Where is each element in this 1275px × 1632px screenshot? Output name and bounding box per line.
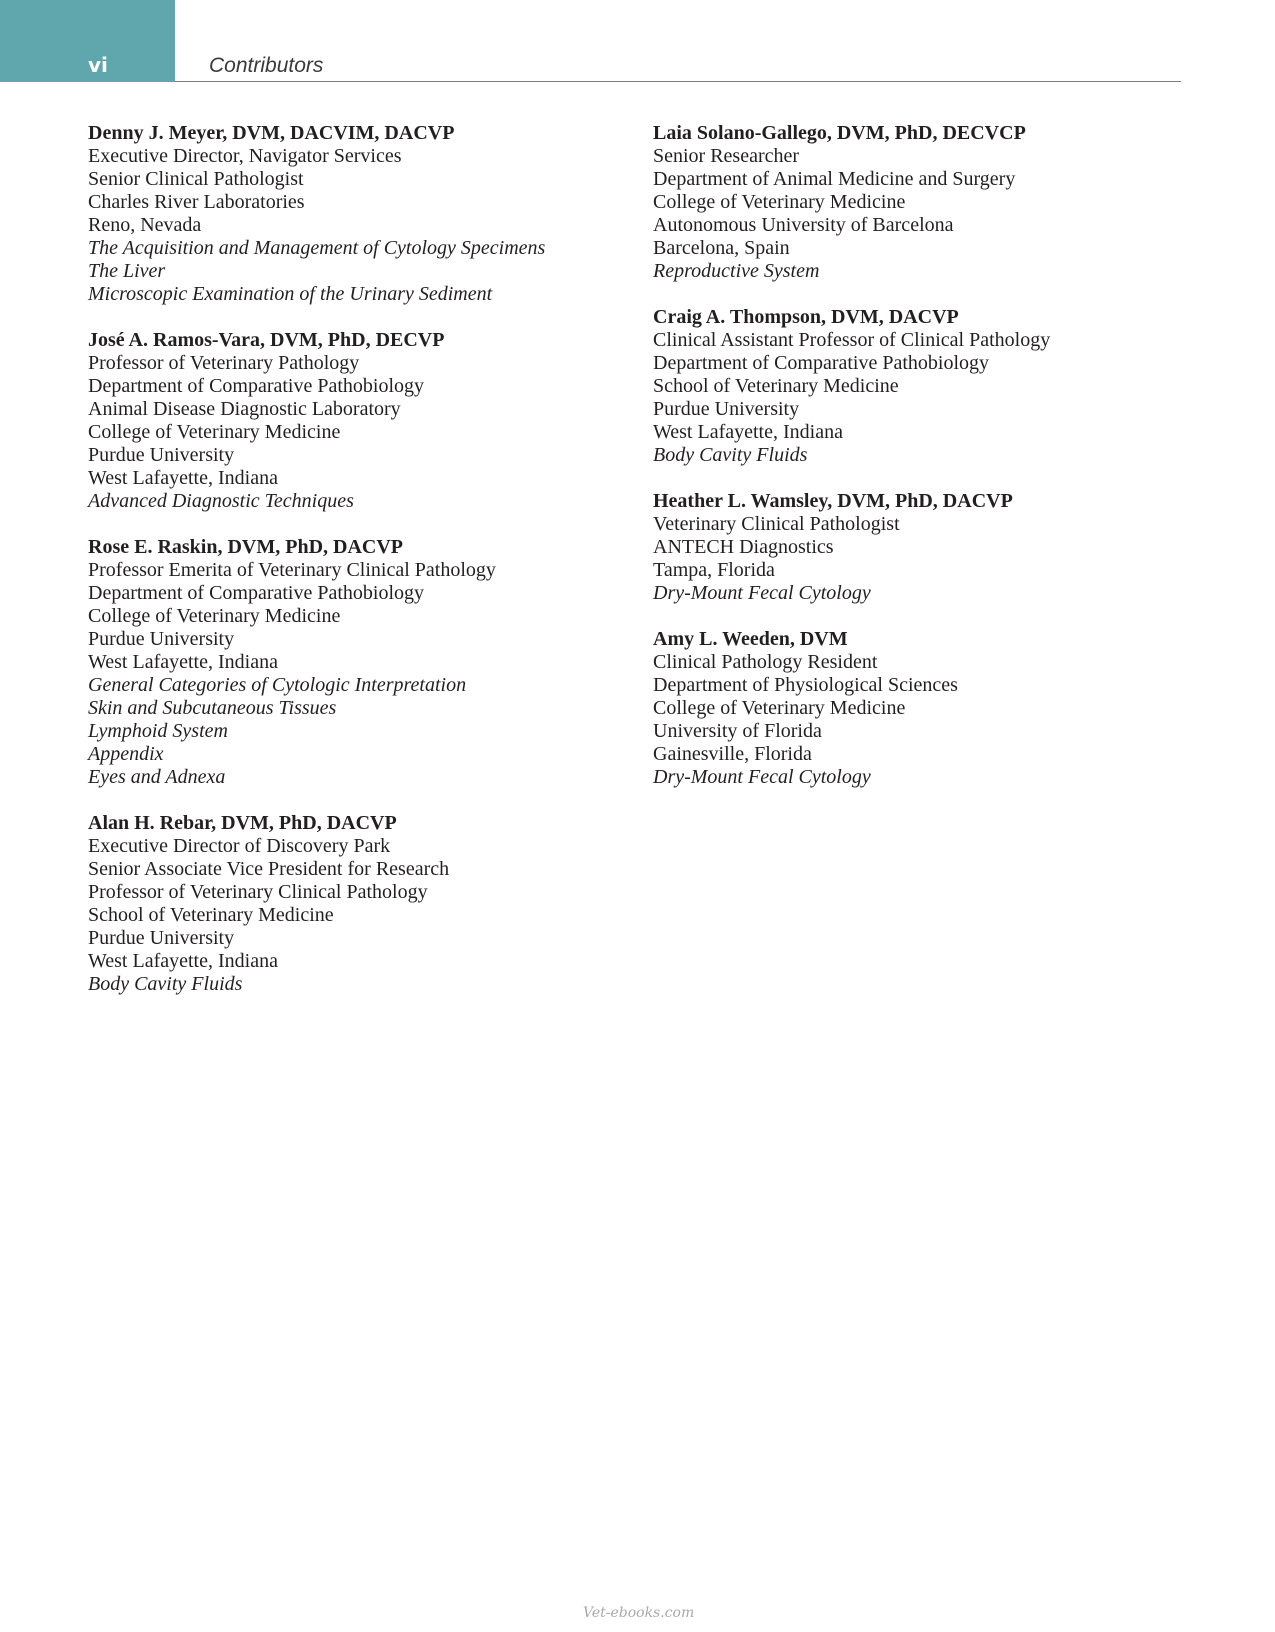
contributor-affiliation-line: School of Veterinary Medicine — [653, 375, 899, 397]
contributor-affiliation-line: Veterinary Clinical Pathologist — [653, 513, 900, 535]
contributor-affiliation-line: Department of Comparative Pathobiology — [88, 375, 425, 397]
contributor-chapter-title: Advanced Diagnostic Techniques — [88, 490, 354, 512]
contributor-affiliation-line: College of Veterinary Medicine — [88, 605, 341, 627]
contributor-chapter-title: Body Cavity Fluids — [88, 973, 243, 995]
contributor-name: Alan H. Rebar, DVM, PhD, DACVP — [88, 812, 397, 834]
contributor-affiliation-line: Purdue University — [88, 628, 235, 650]
contributor-affiliation-line: School of Veterinary Medicine — [88, 904, 334, 926]
contributor-affiliation-line: Clinical Pathology Resident — [653, 651, 878, 673]
contributor-entry — [88, 122, 648, 306]
contributor-entry — [88, 812, 648, 996]
contributor-chapter-title: General Categories of Cytologic Interpretation — [88, 674, 467, 696]
contributor-affiliation-line: West Lafayette, Indiana — [88, 467, 278, 489]
contributor-chapter-title: The Acquisition and Management of Cytology Specimens — [88, 237, 546, 259]
contributor-affiliation-line: Executive Director, Navigator Services — [88, 145, 402, 167]
contributor-affiliation-line: Charles River Laboratories — [88, 191, 305, 213]
contributor-name: Heather L. Wamsley, DVM, PhD, DACVP — [653, 490, 1013, 512]
contributor-chapter-title: Eyes and Adnexa — [88, 766, 226, 788]
contributor-affiliation-line: Purdue University — [88, 444, 235, 466]
contributor-name: Laia Solano-Gallego, DVM, PhD, DECVCP — [653, 122, 1026, 144]
contributor-affiliation-line: Animal Disease Diagnostic Laboratory — [88, 398, 401, 420]
contributor-chapter-title: Dry-Mount Fecal Cytology — [653, 766, 871, 788]
contributor-entry — [653, 628, 1213, 789]
contributor-name: Denny J. Meyer, DVM, DACVIM, DACVP — [88, 122, 455, 144]
contributor-affiliation-line: Professor of Veterinary Pathology — [88, 352, 360, 374]
contributor-name: Rose E. Raskin, DVM, PhD, DACVP — [88, 536, 404, 558]
contributor-chapter-title: Body Cavity Fluids — [653, 444, 808, 466]
contributor-chapter-title: Microscopic Examination of the Urinary Sediment — [88, 283, 493, 305]
watermark-logo: Vet-ebooks.com — [583, 1605, 695, 1621]
contributor-chapter-title: Dry-Mount Fecal Cytology — [653, 582, 871, 604]
contributor-affiliation-line: West Lafayette, Indiana — [88, 651, 278, 673]
contributor-entry — [88, 329, 648, 513]
contributor-affiliation-line: Department of Animal Medicine and Surgery — [653, 168, 1016, 190]
contributor-affiliation-line: Barcelona, Spain — [653, 237, 790, 259]
contributor-chapter-title: Reproductive System — [653, 260, 820, 282]
contributor-affiliation-line: Senior Researcher — [653, 145, 800, 167]
contributor-affiliation-line: Department of Physiological Sciences — [653, 674, 958, 696]
contributor-affiliation-line: West Lafayette, Indiana — [653, 421, 843, 443]
contributor-affiliation-line: Autonomous University of Barcelona — [653, 214, 954, 236]
contributor-affiliation-line: Professor of Veterinary Clinical Pathology — [88, 881, 428, 903]
contributor-affiliation-line: Executive Director of Discovery Park — [88, 835, 391, 857]
contributor-affiliation-line: Senior Clinical Pathologist — [88, 168, 304, 190]
contributor-name: Amy L. Weeden, DVM — [653, 628, 848, 650]
contributor-affiliation-line: College of Veterinary Medicine — [653, 697, 906, 719]
contributor-affiliation-line: Department of Comparative Pathobiology — [653, 352, 990, 374]
header-rule — [175, 81, 1181, 82]
contributor-affiliation-line: Tampa, Florida — [653, 559, 775, 581]
contributor-affiliation-line: Reno, Nevada — [88, 214, 202, 236]
contributor-chapter-title: The Liver — [88, 260, 166, 282]
contributor-entry — [88, 536, 648, 789]
running-head: Contributors — [209, 54, 324, 77]
contributor-affiliation-line: Professor Emerita of Veterinary Clinical Pathology — [88, 559, 496, 581]
contributor-name: José A. Ramos-Vara, DVM, PhD, DECVP — [88, 329, 445, 351]
contributors-right-column — [653, 122, 1213, 812]
contributor-affiliation-line: University of Florida — [653, 720, 822, 742]
contributor-chapter-title: Lymphoid System — [88, 720, 228, 742]
contributors-left-column — [88, 122, 648, 1019]
contributor-affiliation-line: Purdue University — [88, 927, 235, 949]
contributor-affiliation-line: Purdue University — [653, 398, 800, 420]
contributor-affiliation-line: ANTECH Diagnostics — [653, 536, 834, 558]
contributor-entry — [653, 306, 1213, 467]
contributor-entry — [653, 490, 1213, 605]
contributor-affiliation-line: College of Veterinary Medicine — [88, 421, 341, 443]
contributor-affiliation-line: West Lafayette, Indiana — [88, 950, 278, 972]
contributor-name: Craig A. Thompson, DVM, DACVP — [653, 306, 959, 328]
contributor-affiliation-line: Clinical Assistant Professor of Clinical Pathology — [653, 329, 1051, 351]
contributor-chapter-title: Skin and Subcutaneous Tissues — [88, 697, 337, 719]
contributor-affiliation-line: Senior Associate Vice President for Research — [88, 858, 450, 880]
contributor-affiliation-line: College of Veterinary Medicine — [653, 191, 906, 213]
contributor-chapter-title: Appendix — [88, 743, 164, 765]
contributor-entry — [653, 122, 1213, 283]
contributor-affiliation-line: Department of Comparative Pathobiology — [88, 582, 425, 604]
page-number: vi — [88, 53, 108, 77]
contributor-affiliation-line: Gainesville, Florida — [653, 743, 812, 765]
